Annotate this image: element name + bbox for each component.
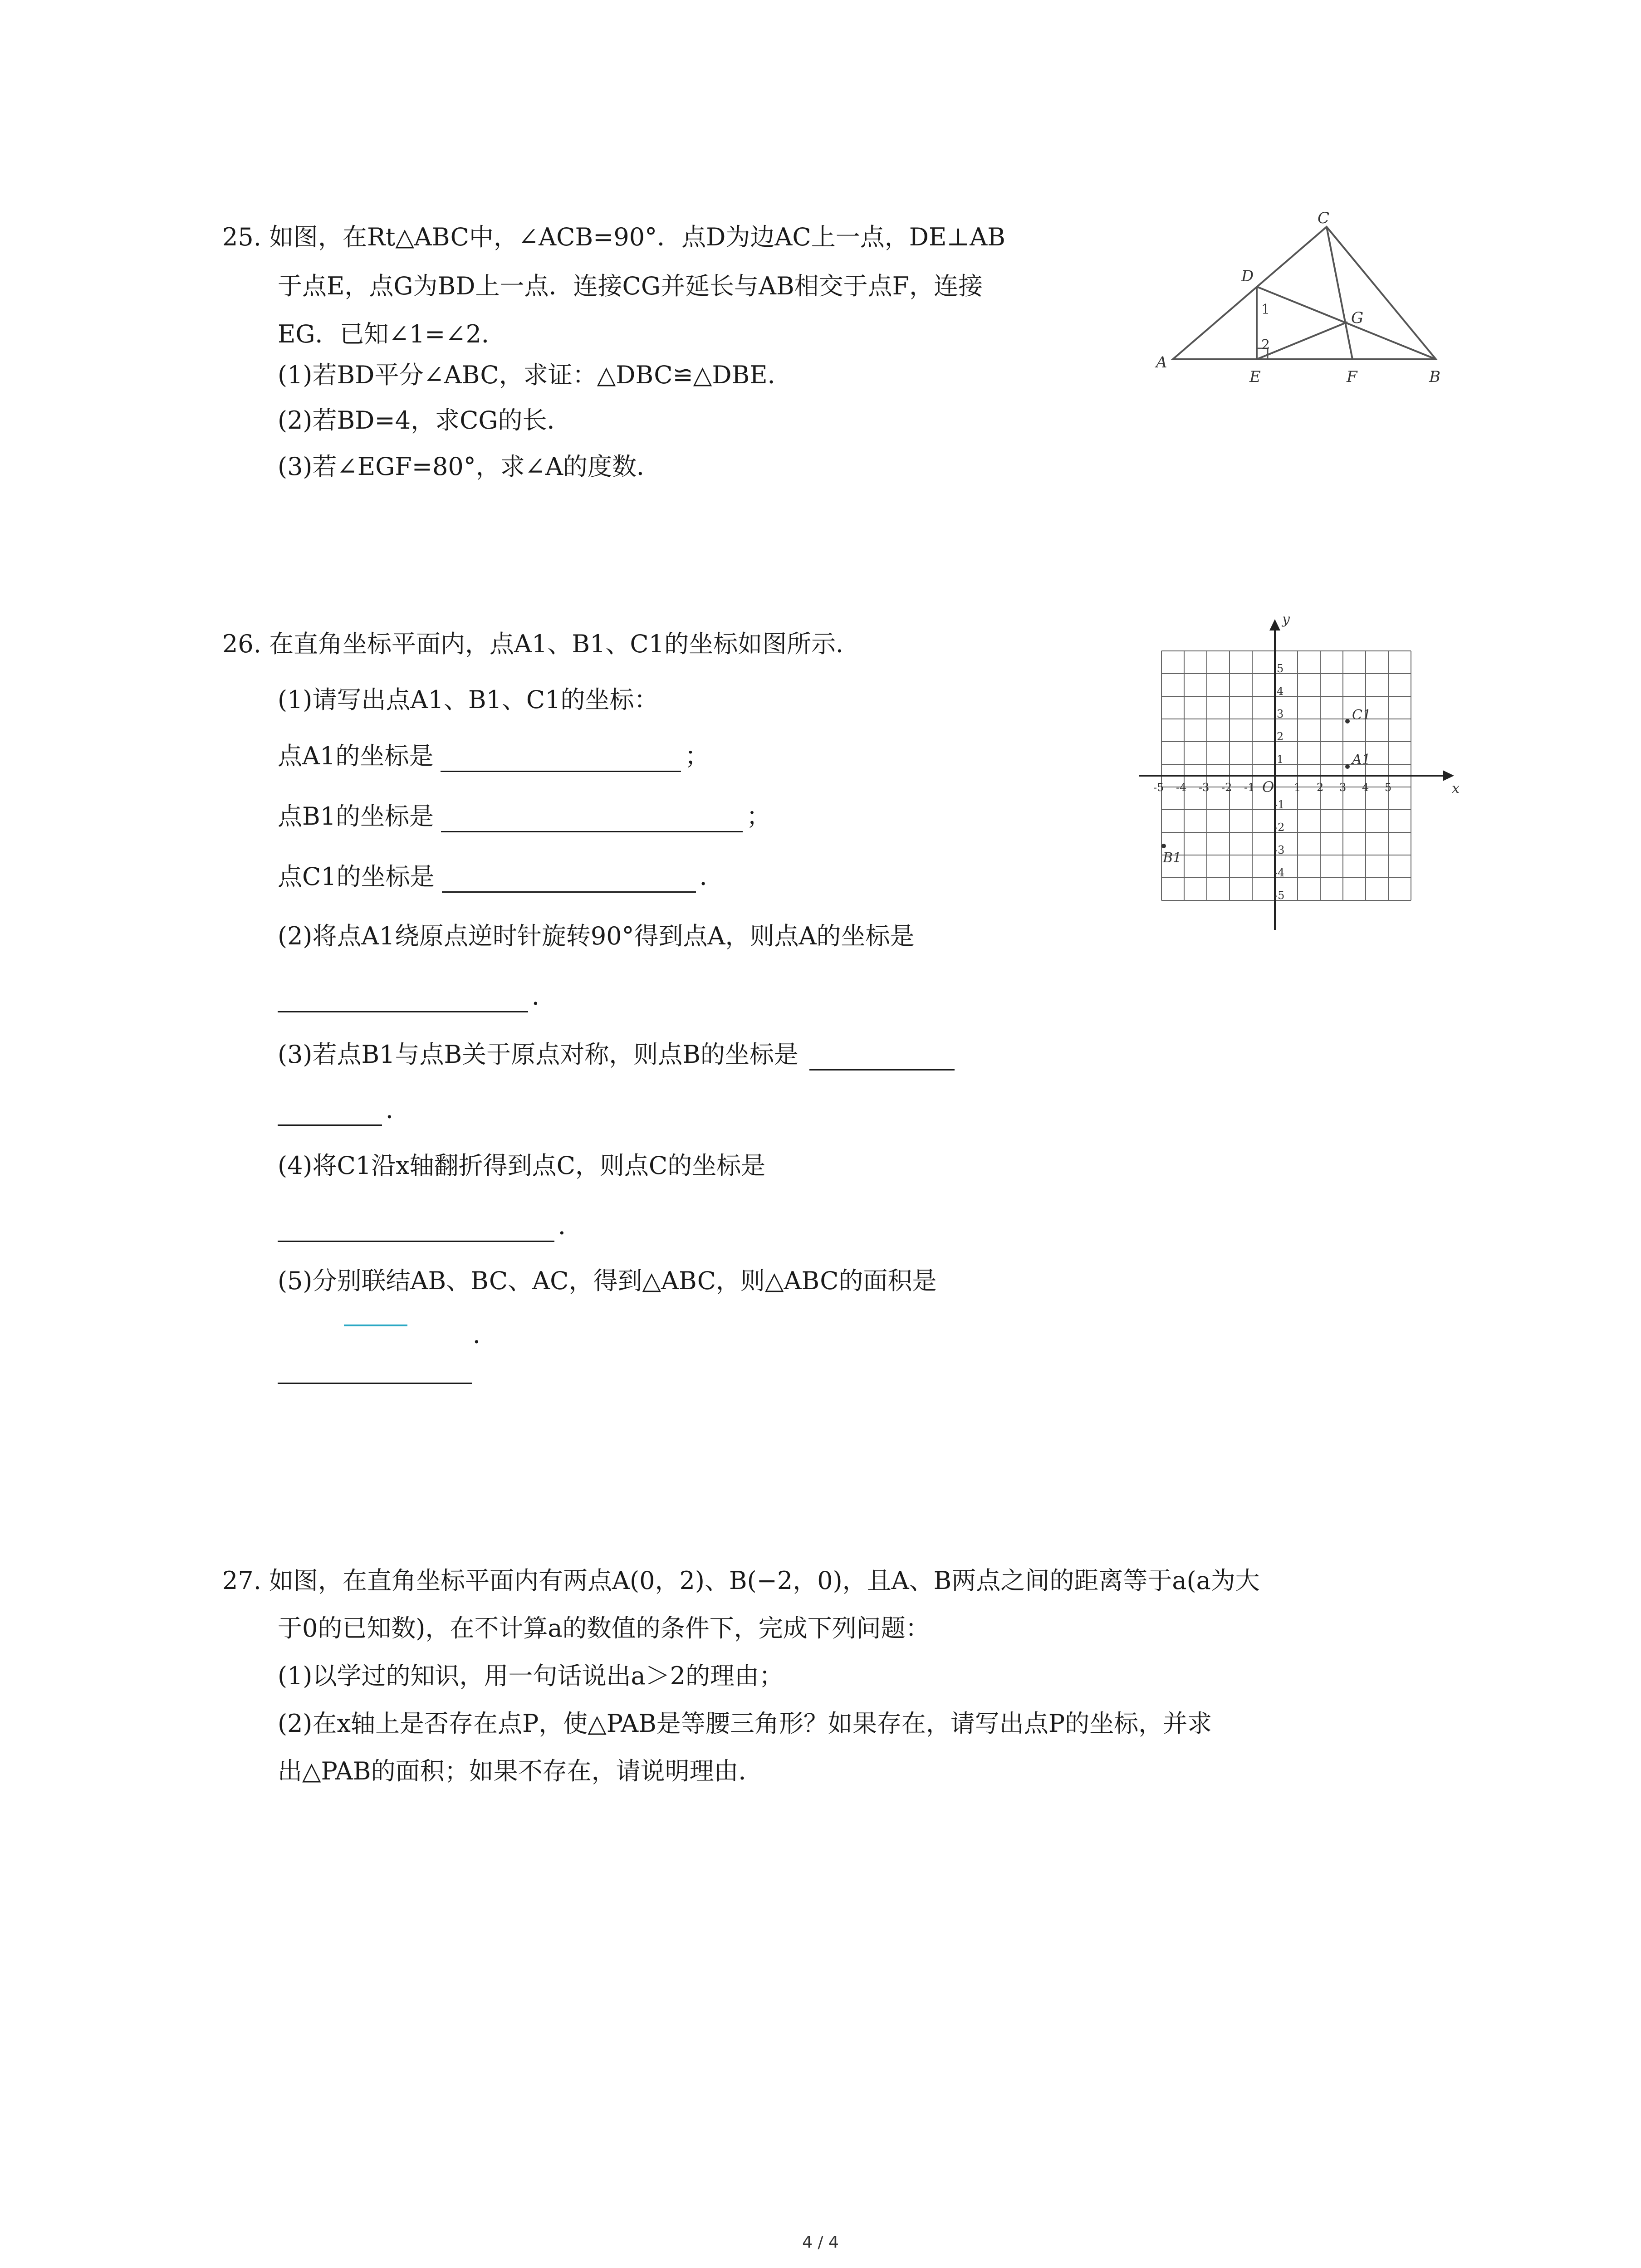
y-tick-label: -1 xyxy=(1274,798,1285,811)
q26-part-3: (3)若点B1与点B关于原点对称，则点B的坐标是 xyxy=(278,1039,955,1070)
y-axis-arrow xyxy=(1269,619,1280,631)
point-label-a1: A1 xyxy=(1352,752,1371,767)
q26-b1-row: 点B1的坐标是 ； xyxy=(278,801,771,832)
b1-answer-blank[interactable] xyxy=(441,806,743,832)
label-c: C xyxy=(1318,209,1330,227)
q26-title: 26. 在直角坐标平面内，点A1、B1、C1的坐标如图所示． xyxy=(222,630,861,658)
angle-1-label: 1 xyxy=(1261,302,1270,318)
y-tick-label: -3 xyxy=(1274,844,1285,856)
angle-2-label: 2 xyxy=(1261,337,1270,353)
point-label-c1: C1 xyxy=(1352,707,1372,723)
x-tick-label: 5 xyxy=(1385,781,1392,794)
x-tick-label: 4 xyxy=(1362,781,1369,794)
q25-triangle-figure xyxy=(1152,209,1461,395)
q26-part-1: (1)请写出点A1、B1、C1的坐标： xyxy=(278,685,659,714)
label-b: B xyxy=(1429,368,1440,386)
y-tick-label: -2 xyxy=(1274,821,1285,834)
q27-line-1: 27. 如图，在直角坐标平面内有两点A(0，2)、B(−2，0)，且A、B两点之间的距离等于a(a为大 xyxy=(222,1566,1260,1595)
segment-cf xyxy=(1327,227,1352,359)
q27-part-2-line-1: (2)在x轴上是否存在点P，使△PAB是等腰三角形？如果存在，请写出点P的坐标，并求 xyxy=(278,1709,1212,1738)
q25-line-3: EG．已知∠1=∠2． xyxy=(278,320,506,348)
q25-part-2: (2)若BD=4，求CG的长． xyxy=(278,406,572,435)
point-b1 xyxy=(1161,844,1166,848)
y-tick-label: 3 xyxy=(1277,708,1284,720)
a-answer-blank[interactable] xyxy=(278,986,528,1012)
label-d: D xyxy=(1241,267,1254,285)
point-c1 xyxy=(1345,719,1350,723)
origin-label: O xyxy=(1262,778,1274,796)
x-tick-label: -4 xyxy=(1176,781,1187,794)
b1-label: 点B1的坐标是 xyxy=(278,802,434,831)
c1-label: 点C1的坐标是 xyxy=(278,862,435,891)
q26-coordinate-grid xyxy=(1125,611,1461,939)
a1-label: 点A1的坐标是 xyxy=(278,742,434,770)
y-tick-label: 1 xyxy=(1277,753,1284,766)
q25-line-1: 25. 如图，在Rt△ABC中，∠ACB=90°．点D为边AC上一点，DE⊥AB xyxy=(222,223,1005,251)
q26-part-3-answer-row: ． xyxy=(278,1094,410,1126)
q26-a1-row: 点A1的坐标是 ； xyxy=(278,740,709,772)
label-g: G xyxy=(1351,309,1364,327)
segment-eg xyxy=(1257,322,1347,359)
area-answer-blank[interactable] xyxy=(278,1383,472,1384)
x-axis-label: x xyxy=(1452,781,1460,797)
y-tick-label: -4 xyxy=(1274,866,1285,879)
q27-part-1: (1)以学过的知识，用一句话说出a＞2的理由； xyxy=(278,1662,784,1690)
label-a: A xyxy=(1156,353,1167,371)
q25-line-2: 于点E，点G为BD上一点．连接CG并延长与AB相交于点F，连接 xyxy=(278,272,983,300)
q26-part-5-end: ． xyxy=(473,1320,497,1349)
x-tick-label: 2 xyxy=(1317,781,1324,794)
q27-part-2-line-2: 出△PAB的面积；如果不存在，请说明理由． xyxy=(278,1757,763,1785)
q26-c1-row: 点C1的坐标是 ． xyxy=(278,861,724,893)
q26-part-2-answer-row: ． xyxy=(278,981,556,1012)
x-axis-arrow xyxy=(1443,770,1454,781)
page-number: 4 / 4 xyxy=(802,2233,839,2252)
label-f: F xyxy=(1347,368,1357,386)
y-tick-label: 5 xyxy=(1277,662,1284,675)
y-tick-label: 4 xyxy=(1277,685,1284,698)
point-label-b1: B1 xyxy=(1163,850,1182,866)
b-answer-blank-2[interactable] xyxy=(278,1099,382,1126)
point-a1 xyxy=(1345,764,1350,769)
y-tick-label: -5 xyxy=(1274,889,1285,902)
x-tick-label: 1 xyxy=(1294,781,1301,794)
y-axis-label: y xyxy=(1282,611,1290,627)
c1-answer-blank[interactable] xyxy=(442,866,696,893)
q27-line-2: 于0的已知数)，在不计算a的数值的条件下，完成下列问题： xyxy=(278,1614,930,1642)
a1-answer-blank[interactable] xyxy=(441,745,681,772)
c-answer-blank[interactable] xyxy=(278,1215,554,1242)
x-tick-label: -2 xyxy=(1221,781,1232,794)
x-tick-label: -1 xyxy=(1244,781,1255,794)
x-tick-label: -3 xyxy=(1199,781,1210,794)
b-answer-blank-1[interactable] xyxy=(809,1044,955,1070)
q25-part-1: (1)若BD平分∠ABC，求证：△DBC≌△DBE． xyxy=(278,361,792,389)
teal-answer-mark xyxy=(344,1325,407,1326)
q26-part-2: (2)将点A1绕原点逆时针旋转90°得到点A，则点A的坐标是 xyxy=(278,922,915,950)
label-e: E xyxy=(1249,368,1261,386)
y-tick-label: 2 xyxy=(1277,730,1284,743)
x-tick-label: 3 xyxy=(1339,781,1347,794)
q26-part-4-answer-row: ． xyxy=(278,1210,583,1242)
q26-part-4: (4)将C1沿x轴翻折得到点C，则点C的坐标是 xyxy=(278,1151,766,1180)
q26-part-5: (5)分别联结AB、BC、AC，得到△ABC，则△ABC的面积是 xyxy=(278,1266,937,1295)
q25-part-3: (3)若∠EGF=80°，求∠A的度数． xyxy=(278,452,661,481)
x-tick-label: -5 xyxy=(1153,781,1164,794)
